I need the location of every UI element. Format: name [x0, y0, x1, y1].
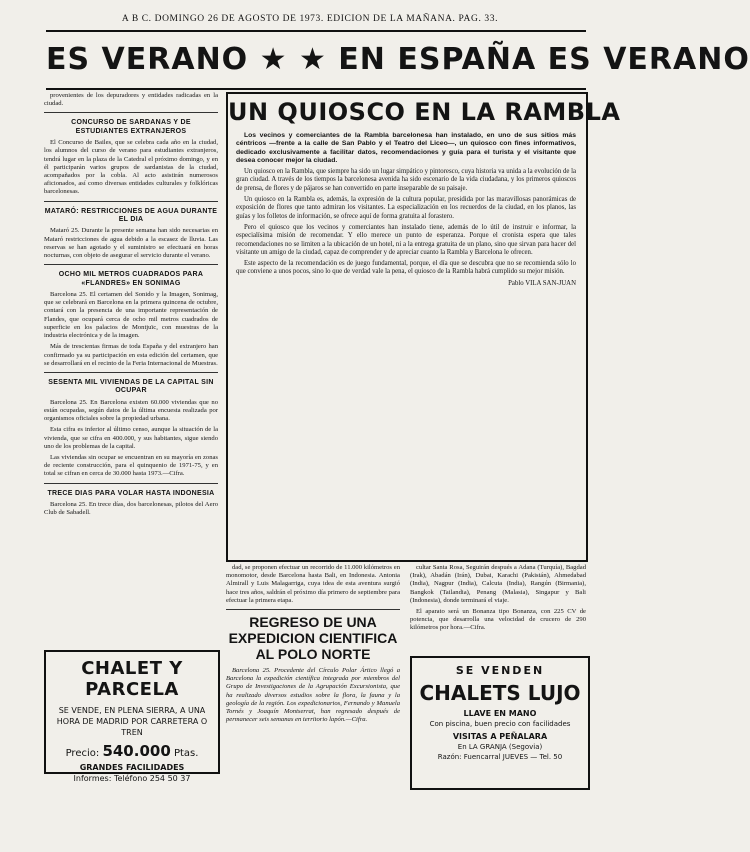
quiosco-body [236, 132, 576, 552]
quiosco-signature: Pablo VILA SAN-JUAN [508, 279, 576, 287]
divider [44, 264, 218, 265]
ad-top: SE VENDEN [455, 664, 545, 677]
chalets-lujo-ad [410, 656, 590, 790]
expedition-body: Barcelona 25. Procedente del Círculo Polar Ártico llegó a Barcelona la expedición científica integrada por miembros del Grupo de Investigaciones de la Agrupación Excursionista, que ha realizado diversos estudios sobre la flora, la fauna y la geología de la región. Los expedicionarios, Fernando y Manuela Tornés y Joaquín Montserrat, han regresado después de permanecer seis semanas en territorio lapón.—Cifra. [226, 667, 400, 724]
quiosco-title: UN QUIOSCO EN LA RAMBLA [228, 98, 621, 126]
article-heading-viviendas: SESENTA MIL VIVIENDAS DE LA CAPITAL SIN OCUPAR [48, 378, 214, 395]
divider [44, 372, 218, 373]
article-heading-mataro: MATARÓ: RESTRICCIONES DE AGUA DURANTE EL DIA [44, 207, 218, 224]
divider [44, 112, 218, 113]
ad-line: Con piscina, buen precio con facilidades [429, 720, 571, 728]
divider [44, 201, 218, 202]
indonesia-continued: dad, se proponen efectuar un recorrido de 11.000 kilómetros en monomotor, desde Barcelona hasta Bali, en Indonesia. Antonia Almirall y Luis Malagarriga, cuya idea de esta aventura surgió hace tres años, saldrán el próximo día primero de septiembre para efectuar la primera etapa. [226, 564, 400, 604]
quiosco-paragraph: Un quiosco en la Rambla es, además, la expresión de la cultura popular, presidida por las maravillosas panorámicas de exposición de flores que tanto admiran los visitantes. La especialización en los recuerdos de la ciudad, en los planos, las guías y los folletos de información, se ofrece aquí de forma gratuita al forastero. [236, 196, 576, 220]
summer-banner: ES VERANO ★ ★ EN ESPAÑA ES VERANO [46, 30, 586, 90]
ad-contact: Informes: Teléfono 254 50 37 [73, 774, 191, 783]
aircraft-text: El aparato será un Bonanza tipo Bonanza, con 225 CV de potencia, que desarrolla una velocidad de crucero de 290 kilómetros por hora.—Cifra. [410, 608, 586, 632]
ad-line: LLAVE EN MANO [463, 709, 537, 718]
article-heading-sonimag: OCHO MIL METROS CUADRADOS PARA «FLANDRES» EN SONIMAG [58, 271, 204, 287]
masthead: A B C. DOMINGO 26 DE AGOSTO DE 1973. EDICION DE LA MAÑANA. PAG. 33. [121, 14, 499, 24]
quiosco-paragraph: Pero el quiosco que los vecinos y comerciantes han instalado tiene, además de lo útil de instruir e informar, la especialísima misión de recomendar. Y ello merece un punto de esperanza. Porque el cronista espera que tales recomendaciones no se limiten a la ubicación de un hotel, ni a la entrega gratuita de un plano, sino que sirvan para hacer del visitante un amigo de la ciudad, capaz de comprender y de apreciar cuanto la Rambla y Barcelona le ofrecen. [236, 223, 576, 256]
intro-text: provenientes de los depuradores y entidades radicadas en la ciudad. [44, 92, 218, 108]
ad-title: CHALETS LUJO [419, 681, 581, 705]
ad-title: CHALET Y PARCELA [81, 658, 183, 700]
article-body-indonesia: Barcelona 25. En trece días, dos barcelonesas, pilotos del Aero Club de Sabadell. [44, 500, 218, 517]
price-label: Precio: [65, 748, 100, 759]
divider [226, 609, 400, 610]
expedition-title: REGRESO DE UNA EXPEDICION CIENTIFICA AL POLO NORTE [228, 614, 398, 663]
quiosco-article-box [226, 92, 621, 562]
quiosco-paragraph: Este aspecto de la recomendación es de juego fundamental, porque, el día que se descubra que no se recomienda sólo lo que conviene a unos pocos, sino lo que de verdad vale la pena, el quiosco de la Rambla habrá cumplido su mejor misión. [236, 260, 576, 276]
quiosco-paragraph: Un quiosco en la Rambla, que siempre ha sido un lugar simpático y pintoresco, cuya historia va unida a la evolución de la gran ciudad. A través de los tiempos la barcelonesa avenida ha sido escenario de la vida ciudadana, y los primeros quioscos de prensa, de flores y de pájaros se han convertido en parte inseparable de su paisaje. [236, 168, 576, 192]
article-heading-indonesia: TRECE DIAS PARA VOLAR HASTA INDONESIA [47, 489, 215, 497]
price-value: 540.000 [102, 742, 171, 760]
price-unit: Ptas. [173, 748, 199, 759]
article-body-viviendas: Barcelona 25. En Barcelona existen 60.000 viviendas que no están ocupadas, según datos de la última encuesta realizada por organismos oficiales sobre la propiedad urbana. [44, 398, 218, 423]
left-column [44, 92, 218, 637]
article-body-sonimag: Barcelona 25. El certamen del Sonido y la Imagen, Sonimag, que se celebrará en Barcelona en la primera quincena de octubre, contará con la presencia de una importante representación de Flandes, que ocupará cerca de ocho mil metros cuadrados de superficie en los palacios de Montjuïc, con muestras de la industria electrónica y de la imagen. [44, 291, 218, 340]
divider [44, 483, 218, 484]
ad-body: SE VENDE, EN PLENA SIERRA, A UNA HORA DE MADRID POR CARRETERA O TREN [56, 706, 208, 737]
ad-line: VISITAS A PEÑALARA [452, 732, 548, 741]
ad-line: Razón: Fuencarral JUEVES — Tel. 50 [437, 753, 563, 761]
middle-column [226, 564, 400, 814]
ad-facilities: GRANDES FACILIDADES [79, 763, 185, 772]
chalet-parcela-ad [44, 650, 220, 783]
ad-price-line [46, 742, 218, 760]
article-body-viviendas-3: Las viviendas sin ocupar se encuentran en su mayoría en zonas de reciente construcción, para el quinquenio de 1971-75, y en total se cifran en cerca de 30.000 hasta 1973.—Cifra. [44, 453, 218, 478]
article-body-sonimag-2: Más de trescientas firmas de toda España y del extranjero han confirmado ya su participación en esta edición del certamen, que se desarrollará en el recinto de la Feria Internacional de Muestras. [44, 343, 218, 367]
right-column [410, 564, 586, 648]
article-body-mataro: Mataró 25. Durante la presente semana han sido necesarias en Mataró restricciones de agua debido a la escasez de lluvia. Las reservas se han agotado y el suministro se efectuará en horas nocturnas, con objeto de asegurar el servicio durante el verano. [44, 227, 218, 260]
article-body-viviendas-2: Esta cifra es inferior al último censo, aunque la situación de la vivienda, que se cifra en 400.000, y sus habitantes, sigue siendo uno de los problemas de la capital. [44, 426, 218, 450]
article-heading-sardanas: CONCURSO DE SARDANAS Y DE ESTUDIANTES EXTRANJEROS [71, 119, 191, 135]
article-body-sardanas: El Concurso de Bailes, que se celebra cada año en la ciudad, los alumnos del curso de verano para estudiantes extranjeros, tendrá lugar en la plaza de la Catedral el próximo domingo, y en él participarán varios grupos de sardanistas de la ciudad, acompañados por la cobla. Al acto asistirán numerosos aficionados, así como diversas entidades culturales y folklóricas barcelonesas. [44, 139, 218, 196]
quiosco-paragraph: Los vecinos y comerciantes de la Rambla barcelonesa han instalado, en uno de sus sitios más céntricos —frente a la calle de San Pablo y el Teatro del Liceo—, un quiosco con fines informativos, dedicado exclusivamente a facilitar datos, recomendaciones y guía para el turista y el visitante que desea conocer mejor la ciudad. [236, 132, 576, 164]
ad-line: En LA GRANJA (Segovia) [457, 743, 543, 751]
route-text: cultar Santa Rosa, Seguirán después a Adana (Turquía), Bagdad (Irak), Abadán (Irán), Dubai, Karachi (Pakistán), Ahmedabad (India), Nagpur (India), Calcuta (India), Rangún (Birmania), Bangkok (Tailandia), Penang (Malasia), Singapur y Bali (Indonesia), donde terminará el viaje. [410, 564, 586, 604]
